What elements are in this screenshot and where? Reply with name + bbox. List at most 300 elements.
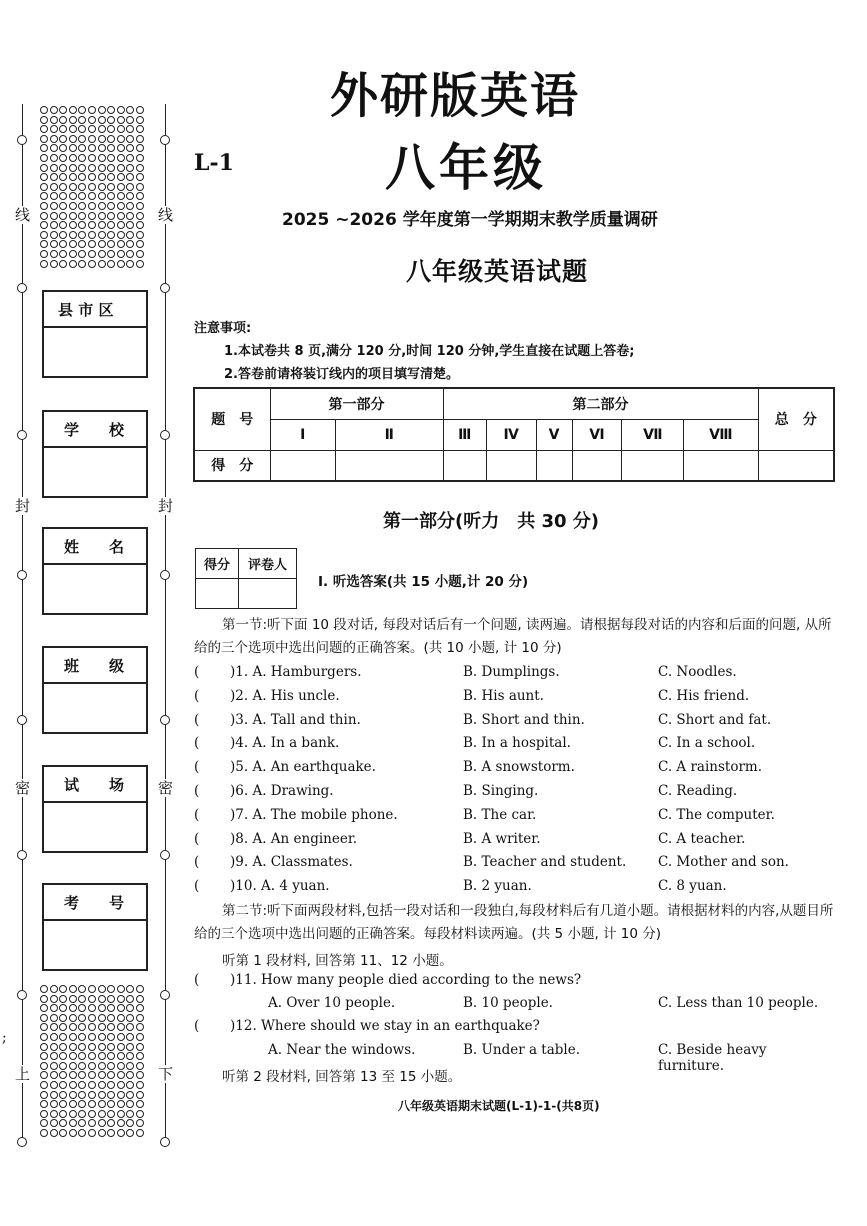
dot — [88, 125, 96, 133]
dot — [78, 1100, 86, 1108]
dot — [88, 231, 96, 239]
field-label: 试 场 — [44, 767, 146, 803]
dot — [107, 1004, 115, 1012]
answer-paren: ( — [194, 759, 200, 775]
dot — [88, 135, 96, 143]
dot — [117, 1100, 125, 1108]
grader-box — [195, 548, 297, 609]
dot — [107, 164, 115, 172]
option-c: C. 8 yuan. — [658, 878, 727, 894]
dot — [98, 1062, 106, 1070]
binding-char-seal: 封 — [158, 497, 174, 515]
field-school[interactable] — [42, 410, 148, 498]
dot — [136, 1033, 144, 1041]
dot — [107, 221, 115, 229]
dot — [69, 1110, 77, 1118]
option-c: C. Less than 10 people. — [658, 995, 819, 1011]
score-cell[interactable] — [486, 450, 536, 481]
dot — [88, 202, 96, 210]
dot — [40, 1043, 48, 1051]
dot — [107, 154, 115, 162]
dot — [136, 173, 144, 181]
dot — [78, 1033, 86, 1041]
dot — [40, 135, 48, 143]
dot — [107, 125, 115, 133]
dot — [78, 164, 86, 172]
dot — [117, 1014, 125, 1022]
section-title: Ⅰ. 听选答案(共 15 小题,计 20 分) — [318, 574, 529, 590]
dot — [136, 1110, 144, 1118]
dot — [88, 260, 96, 268]
answer-paren: ( — [194, 1018, 200, 1034]
dot — [88, 1004, 96, 1012]
dot — [59, 1081, 67, 1089]
dot — [98, 144, 106, 152]
dot — [107, 1062, 115, 1070]
dot — [107, 202, 115, 210]
option-a: )6. A. Drawing. — [230, 783, 334, 799]
paper-title: 八年级英语试题 — [406, 257, 589, 286]
question-stem: )12. Where should we stay in an earthquake? — [230, 1018, 540, 1034]
dot-pattern-top — [40, 106, 146, 269]
header-part1: 第一部分 — [270, 388, 443, 419]
dot — [50, 1052, 58, 1060]
dot — [126, 1052, 134, 1060]
dot — [50, 1023, 58, 1031]
dot — [69, 250, 77, 258]
dot — [136, 985, 144, 993]
dot — [117, 144, 125, 152]
dot — [50, 1110, 58, 1118]
dot — [78, 1091, 86, 1099]
dot — [136, 1062, 144, 1070]
dot — [88, 1033, 96, 1041]
field-county[interactable] — [42, 290, 148, 378]
col-roman: Ⅵ — [572, 419, 622, 450]
binding-hole — [17, 715, 27, 725]
dot — [98, 106, 106, 114]
option-a: )1. A. Hamburgers. — [230, 664, 362, 680]
dot — [107, 183, 115, 191]
dot — [98, 173, 106, 181]
option-a: )2. A. His uncle. — [230, 688, 340, 704]
dot — [117, 231, 125, 239]
dot — [117, 995, 125, 1003]
option-a: )3. A. Tall and thin. — [230, 712, 361, 728]
binding-hole — [17, 990, 27, 1000]
question-item — [194, 972, 836, 994]
dot — [126, 1004, 134, 1012]
dot — [98, 995, 106, 1003]
dot — [126, 125, 134, 133]
option-c: C. The computer. — [658, 807, 775, 823]
header-total: 总 分 — [758, 388, 834, 450]
dot — [78, 125, 86, 133]
dot — [98, 1119, 106, 1127]
dot — [98, 192, 106, 200]
field-name[interactable] — [42, 527, 148, 615]
dot — [136, 1100, 144, 1108]
dot — [117, 135, 125, 143]
grade-title: 八年级 — [385, 139, 547, 197]
dot — [50, 1062, 58, 1070]
dot — [69, 202, 77, 210]
dot — [117, 1119, 125, 1127]
dot — [88, 1091, 96, 1099]
binding-hole — [160, 850, 170, 860]
dot — [78, 240, 86, 248]
dot — [136, 1119, 144, 1127]
option-c: C. A rainstorm. — [658, 759, 763, 775]
main-title: 外研版英语 — [330, 68, 581, 124]
dot — [98, 260, 106, 268]
dot — [50, 1129, 58, 1137]
grader-reviewer-cell[interactable] — [239, 579, 297, 609]
col-roman: Ⅴ — [536, 419, 572, 450]
dot — [59, 995, 67, 1003]
dot — [40, 1004, 48, 1012]
dot — [78, 1081, 86, 1089]
dot — [40, 1023, 48, 1031]
binding-char-line: 线 — [158, 206, 174, 224]
dot — [59, 183, 67, 191]
dot — [98, 212, 106, 220]
score-cell-total[interactable] — [758, 450, 834, 481]
dot — [69, 221, 77, 229]
dot — [107, 192, 115, 200]
option-b: B. 10 people. — [463, 995, 553, 1011]
dot — [107, 144, 115, 152]
binding-hole — [17, 850, 27, 860]
dot — [117, 173, 125, 181]
dot — [59, 116, 67, 124]
dot — [78, 192, 86, 200]
option-a: A. Near the windows. — [268, 1042, 416, 1058]
dot — [59, 1062, 67, 1070]
dot — [50, 212, 58, 220]
dot — [98, 183, 106, 191]
dot — [88, 1062, 96, 1070]
dot — [98, 1023, 106, 1031]
score-cell[interactable] — [443, 450, 486, 481]
option-b: B. Dumplings. — [463, 664, 560, 680]
dot — [69, 212, 77, 220]
dot — [59, 240, 67, 248]
dot — [98, 1052, 106, 1060]
option-c: C. Short and fat. — [658, 712, 772, 728]
dot — [126, 231, 134, 239]
score-cell[interactable] — [684, 450, 758, 481]
dot — [88, 183, 96, 191]
dot — [69, 164, 77, 172]
score-cell[interactable] — [335, 450, 443, 481]
binding-char-up: 上 — [15, 1065, 31, 1083]
dot — [69, 1014, 77, 1022]
notes-item: 1.本试卷共 8 页,满分 120 分,时间 120 分钟,学生直接在试题上答卷; — [224, 344, 635, 359]
dot — [69, 1033, 77, 1041]
dot — [126, 985, 134, 993]
binding-hole — [160, 135, 170, 145]
dot — [107, 1052, 115, 1060]
dot — [136, 1004, 144, 1012]
dot — [88, 173, 96, 181]
dot — [78, 173, 86, 181]
dot — [136, 995, 144, 1003]
field-exam-number[interactable] — [42, 883, 148, 971]
answer-paren: ( — [194, 688, 200, 704]
dot — [59, 1023, 67, 1031]
dot — [40, 240, 48, 248]
dot — [88, 1014, 96, 1022]
dot — [88, 154, 96, 162]
dot — [98, 1043, 106, 1051]
dot — [88, 106, 96, 114]
dot — [126, 250, 134, 258]
dot — [50, 154, 58, 162]
option-b: B. Under a table. — [463, 1042, 581, 1058]
col-roman: Ⅶ — [622, 419, 684, 450]
dot — [126, 1071, 134, 1079]
dot — [136, 1071, 144, 1079]
notes-item: 2.答卷前请将装订线内的项目填写清楚。 — [224, 367, 459, 382]
dot — [107, 250, 115, 258]
dot — [40, 1100, 48, 1108]
dot — [117, 260, 125, 268]
dot — [107, 1071, 115, 1079]
binding-char-down: 下 — [158, 1065, 174, 1083]
dot — [78, 144, 86, 152]
dot — [117, 1110, 125, 1118]
score-cell[interactable] — [270, 450, 335, 481]
dot — [126, 192, 134, 200]
dot — [78, 221, 86, 229]
answer-paren: ( — [194, 831, 200, 847]
dot — [50, 221, 58, 229]
dot — [136, 116, 144, 124]
option-c: C. In a school. — [658, 735, 756, 751]
dot — [59, 125, 67, 133]
question-options — [194, 995, 836, 1017]
dot — [107, 173, 115, 181]
question-stem: )11. How many people died according to the news? — [230, 972, 582, 988]
question-options — [194, 1042, 836, 1074]
dot — [78, 135, 86, 143]
score-cell[interactable] — [536, 450, 572, 481]
question-item — [194, 664, 836, 686]
dot — [98, 240, 106, 248]
binding-hole — [160, 570, 170, 580]
field-label: 姓 名 — [44, 529, 146, 565]
dot — [98, 1014, 106, 1022]
dot — [126, 106, 134, 114]
dot — [69, 116, 77, 124]
row-label-score: 得 分 — [194, 450, 270, 481]
dot — [88, 116, 96, 124]
dot — [40, 144, 48, 152]
option-a: )4. A. In a bank. — [230, 735, 340, 751]
dot — [50, 192, 58, 200]
dot — [40, 164, 48, 172]
dot — [50, 231, 58, 239]
dot — [88, 164, 96, 172]
dot — [40, 1129, 48, 1137]
dot — [69, 1004, 77, 1012]
dot — [59, 202, 67, 210]
part2-instructions: 第二节:听下面两段材料,包括一段对话和一段独白,每段材料后有几道小题。请根据材料的内容,从题目所给的三个选项中选出问题的正确答案。每段材料读两遍。(共 5 小题, 计 10 分) — [194, 903, 834, 942]
dot — [136, 1014, 144, 1022]
dot — [59, 1129, 67, 1137]
dot — [117, 212, 125, 220]
answer-paren: ( — [194, 878, 200, 894]
dot — [136, 1091, 144, 1099]
score-cell[interactable] — [572, 450, 622, 481]
dot — [117, 192, 125, 200]
dot — [50, 1081, 58, 1089]
col-roman: Ⅰ — [270, 419, 335, 450]
dot — [88, 1129, 96, 1137]
dot — [40, 125, 48, 133]
material-2-label: 听第 2 段材料, 回答第 13 至 15 小题。 — [222, 1069, 462, 1085]
dot — [78, 985, 86, 993]
answer-paren: ( — [194, 807, 200, 823]
dot — [78, 183, 86, 191]
dot — [136, 183, 144, 191]
dot — [69, 1119, 77, 1127]
dot — [117, 1081, 125, 1089]
grader-score-cell[interactable] — [196, 579, 239, 609]
dot — [136, 1081, 144, 1089]
dot — [59, 135, 67, 143]
binding-hole — [17, 570, 27, 580]
dot — [59, 1091, 67, 1099]
dot — [69, 183, 77, 191]
dot — [98, 985, 106, 993]
binding-hole — [160, 1137, 170, 1147]
dot — [117, 250, 125, 258]
dot — [107, 106, 115, 114]
option-b: B. His aunt. — [463, 688, 544, 704]
part1-instructions: 第一节:听下面 10 段对话, 每段对话后有一个问题, 读两遍。请根据每段对话的内容和后面的问题, 从所给的三个选项中选出问题的正确答案。(共 10 小题, 计 10 分) — [194, 617, 832, 656]
question-item — [194, 854, 836, 876]
binding-char-line: 线 — [15, 206, 31, 224]
dot — [69, 154, 77, 162]
dot — [59, 173, 67, 181]
dot — [117, 164, 125, 172]
dot — [69, 1023, 77, 1031]
dot — [69, 106, 77, 114]
option-a: )10. A. 4 yuan. — [230, 878, 330, 894]
question-item — [194, 688, 836, 710]
dot — [78, 154, 86, 162]
dot — [107, 1043, 115, 1051]
score-cell[interactable] — [622, 450, 684, 481]
dot — [117, 1033, 125, 1041]
dot — [126, 144, 134, 152]
option-c: C. Mother and son. — [658, 854, 789, 870]
dot — [59, 1119, 67, 1127]
dot — [69, 1043, 77, 1051]
dot — [59, 192, 67, 200]
dot — [136, 1052, 144, 1060]
dot — [50, 1071, 58, 1079]
dot — [40, 231, 48, 239]
dot — [78, 116, 86, 124]
dot — [69, 144, 77, 152]
dot — [117, 1004, 125, 1012]
field-label: 学 校 — [44, 412, 146, 448]
dot — [136, 125, 144, 133]
field-class[interactable] — [42, 646, 148, 734]
paper-code: L-1 — [194, 150, 234, 176]
dot — [40, 116, 48, 124]
answer-paren: ( — [194, 854, 200, 870]
dot — [78, 995, 86, 1003]
dot — [40, 202, 48, 210]
dot — [59, 154, 67, 162]
dot — [69, 240, 77, 248]
dot — [136, 221, 144, 229]
dot — [40, 183, 48, 191]
dot — [40, 1110, 48, 1118]
dot — [117, 1091, 125, 1099]
dot — [59, 1110, 67, 1118]
option-a: )9. A. Classmates. — [230, 854, 353, 870]
dot — [88, 1119, 96, 1127]
binding-hole — [17, 1137, 27, 1147]
dot — [107, 231, 115, 239]
option-b: B. Short and thin. — [463, 712, 585, 728]
dot — [69, 1081, 77, 1089]
col-roman: Ⅱ — [335, 419, 443, 450]
dot — [88, 1081, 96, 1089]
option-b: B. A writer. — [463, 831, 541, 847]
dot — [117, 106, 125, 114]
dot — [59, 221, 67, 229]
grader-score-label: 得分 — [196, 549, 239, 579]
dot — [117, 1129, 125, 1137]
dot — [50, 1014, 58, 1022]
option-c: C. Noodles. — [658, 664, 737, 680]
option-a: )8. A. An engineer. — [230, 831, 358, 847]
answer-paren: ( — [194, 972, 200, 988]
dot — [126, 173, 134, 181]
option-b: B. In a hospital. — [463, 735, 571, 751]
dot — [98, 250, 106, 258]
dot — [59, 106, 67, 114]
dot — [59, 1052, 67, 1060]
dot — [50, 106, 58, 114]
stray-mark: ; — [2, 1030, 7, 1046]
dot — [78, 1004, 86, 1012]
dot — [59, 1100, 67, 1108]
dot — [117, 125, 125, 133]
dot — [40, 260, 48, 268]
dot — [117, 116, 125, 124]
dot — [98, 1081, 106, 1089]
dot — [136, 1129, 144, 1137]
dot — [98, 202, 106, 210]
dot — [50, 125, 58, 133]
dot — [136, 202, 144, 210]
option-c: C. Reading. — [658, 783, 738, 799]
dot — [98, 135, 106, 143]
field-exam-room[interactable] — [42, 765, 148, 853]
dot — [126, 116, 134, 124]
dot — [98, 1091, 106, 1099]
dot — [40, 1081, 48, 1089]
option-b: B. Singing. — [463, 783, 539, 799]
binding-hole — [160, 715, 170, 725]
